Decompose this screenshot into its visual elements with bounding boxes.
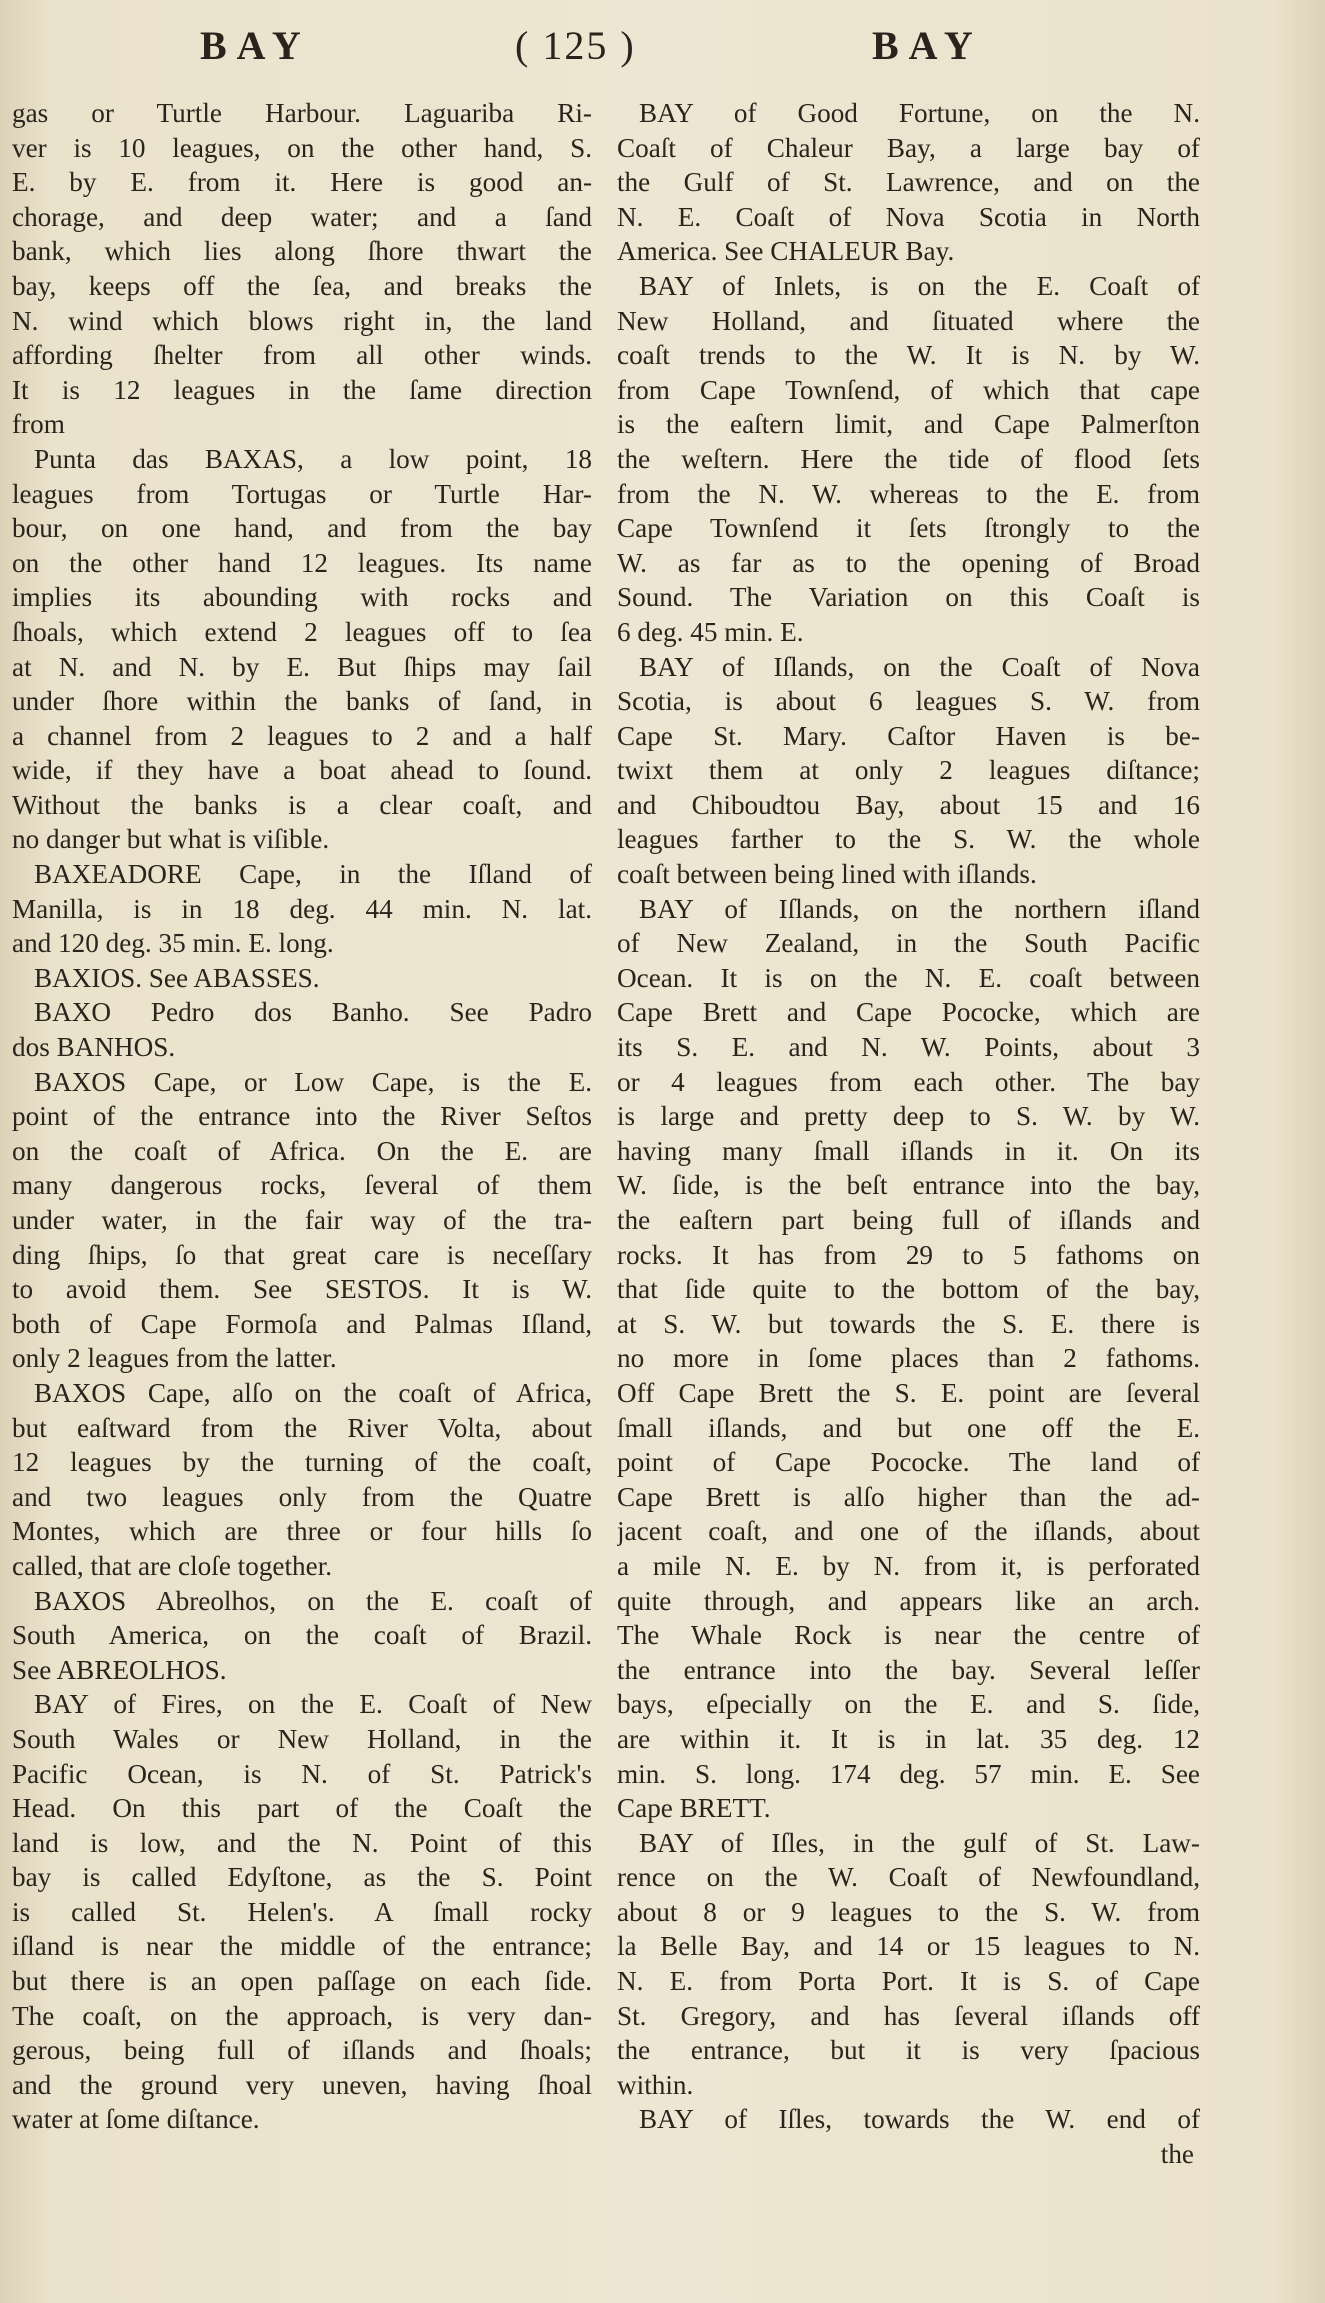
running-header	[0, 22, 1325, 82]
left-column-line: Punta das BAXAS, a low point, 18	[34, 443, 592, 474]
right-column-line: min. S. long. 174 deg. 57 min. E. See	[617, 1758, 1200, 1789]
right-column-line: from Cape Townſend, of which that cape	[617, 374, 1200, 405]
left-column-line: under water, in the fair way of the tra-	[12, 1205, 592, 1235]
right-column-line: that ſide quite to the bottom of the bay,	[617, 1274, 1200, 1305]
left-column-line: affording ſhelter from all other winds.	[12, 340, 592, 371]
left-column-line: Pacific Ocean, is N. of St. Patrick's	[12, 1758, 592, 1789]
left-column-line: gas or Turtle Harbour. Laguariba Ri-	[12, 98, 592, 128]
right-column-line: is large and pretty deep to S. W. by W.	[617, 1101, 1200, 1132]
left-column-line: Manilla, is in 18 deg. 44 min. N. lat.	[12, 893, 592, 924]
right-column-line: leagues farther to the S. W. the whole	[617, 824, 1200, 855]
right-column-line: la Belle Bay, and 14 or 15 leagues to N.	[617, 1931, 1200, 1962]
right-column-line: from the N. W. whereas to the E. from	[617, 478, 1200, 509]
right-column-line: a mile N. E. by N. from it, is perforated	[617, 1550, 1200, 1581]
left-column-line: BAXEADORE Cape, in the Iſland of	[34, 859, 592, 890]
left-column-line: 12 leagues by the turning of the coaſt,	[12, 1447, 592, 1478]
left-column-line: BAY of Fires, on the E. Coaſt of New	[34, 1689, 592, 1720]
left-column-line: land is low, and the N. Point of this	[12, 1827, 592, 1858]
left-column-line: both of Cape Formoſa and Palmas Iſland,	[12, 1308, 592, 1339]
left-column-line: gerous, being full of iſlands and ſhoals;	[12, 2035, 592, 2066]
left-column-line: no danger but what is viſible.	[12, 824, 330, 855]
left-column-line: under ſhore within the banks of ſand, in	[12, 686, 592, 717]
left-column-line: E. by E. from it. Here is good an-	[12, 167, 592, 198]
left-column-line: ſhoals, which extend 2 leagues off to ſea	[12, 616, 592, 647]
right-column-line: N. E. from Porta Port. It is S. of Cape	[617, 1966, 1200, 1997]
right-column-line: Cape Brett is alſo higher than the ad-	[617, 1481, 1200, 1512]
left-column-line: wide, if they have a boat ahead to ſound.	[12, 755, 592, 786]
right-column-line: ſmall iſlands, and but one off the E.	[617, 1412, 1200, 1443]
left-column-line: The coaſt, on the approach, is very dan-	[12, 2000, 592, 2031]
right-column-line: jacent coaſt, and one of the iſlands, about	[617, 1516, 1200, 1547]
right-column-line: W. ſide, is the beſt entrance into the bay,	[617, 1170, 1200, 1201]
right-column-line: BAY of Good Fortune, on the N.	[639, 98, 1200, 128]
left-column-line: point of the entrance into the River Seſtos	[12, 1101, 592, 1132]
left-column-line: bour, on one hand, and from the bay	[12, 513, 592, 544]
right-column-line: Off Cape Brett the S. E. point are ſeveral	[617, 1377, 1200, 1408]
right-column-line: N. E. Coaſt of Nova Scotia in North	[617, 201, 1200, 232]
left-column-line: South Wales or New Holland, in the	[12, 1723, 592, 1754]
right-column-line: or 4 leagues from each other. The bay	[617, 1066, 1200, 1097]
left-column-line: BAXO Pedro dos Banho. See Padro	[34, 997, 592, 1028]
right-column-line: twixt them at only 2 leagues diſtance;	[617, 755, 1200, 786]
right-column	[617, 96, 1200, 2172]
left-column-line: implies its abounding with rocks and	[12, 582, 592, 613]
left-column-line: iſland is near the middle of the entrance;	[12, 1931, 592, 1962]
right-column-line: the entrance into the bay. Several leſſer	[617, 1654, 1200, 1685]
left-column-line: Head. On this part of the Coaſt the	[12, 1793, 592, 1824]
left-column-line: BAXOS Cape, or Low Cape, is the E.	[34, 1066, 592, 1097]
right-column-line: its S. E. and N. W. Points, about 3	[617, 1032, 1200, 1063]
right-column-line: coaſt between being lined with iſlands.	[617, 859, 1037, 890]
right-column-line: rocks. It has from 29 to 5 fathoms on	[617, 1239, 1200, 1270]
right-column-line: America. See CHALEUR Bay.	[617, 236, 955, 267]
right-column-line: Cape Brett and Cape Pococke, which are	[617, 997, 1200, 1028]
header-right-word: BAY	[872, 23, 983, 68]
left-column-line: a channel from 2 leagues to 2 and a half	[12, 720, 592, 751]
right-column-line: point of Cape Pococke. The land of	[617, 1447, 1200, 1478]
left-column-line: but there is an open paſſage on each ſide.	[12, 1966, 592, 1997]
right-column-line: BAY of Iſlands, on the Coaſt of Nova	[639, 651, 1200, 682]
right-column-line: New Holland, and ſituated where the	[617, 305, 1200, 336]
left-column-line: and the ground very uneven, having ſhoal	[12, 2069, 592, 2100]
left-column-line: bay, keeps off the ſea, and breaks the	[12, 270, 592, 301]
left-column-line: on the coaſt of Africa. On the E. are	[12, 1135, 592, 1166]
left-column-line: ding ſhips, ſo that great care is neceſſary	[12, 1239, 592, 1270]
left-column-line: to avoid them. See SESTOS. It is W.	[12, 1274, 592, 1305]
right-column-line: about 8 or 9 leagues to the S. W. from	[617, 1896, 1200, 1927]
left-column-line: many dangerous rocks, ſeveral of them	[12, 1170, 592, 1201]
right-column-line: the eaſtern part being full of iſlands and	[617, 1205, 1200, 1235]
left-column-line: bay is called Edyſtone, as the S. Point	[12, 1862, 592, 1893]
right-column-line: having many ſmall iſlands in it. On its	[617, 1135, 1200, 1166]
right-column-line: BAY of Inlets, is on the E. Coaſt of	[639, 270, 1200, 301]
left-column-line: leagues from Tortugas or Turtle Har-	[12, 478, 592, 509]
right-column-line: and Chiboudtou Bay, about 15 and 16	[617, 789, 1200, 820]
right-column-line: Coaſt of Chaleur Bay, a large bay of	[617, 132, 1200, 163]
left-column-line: is called St. Helen's. A ſmall rocky	[12, 1896, 592, 1927]
left-column-line: called, that are cloſe together.	[12, 1550, 333, 1581]
left-column-line: and 120 deg. 35 min. E. long.	[12, 928, 334, 959]
left-column-line: BAXIOS. See ABASSES.	[34, 962, 320, 993]
right-column-line: of New Zealand, in the South Pacific	[617, 928, 1200, 959]
right-column-line: BAY of Iſles, in the gulf of St. Law-	[639, 1827, 1200, 1858]
left-column-line: ver is 10 leagues, on the other hand, S.	[12, 132, 592, 163]
left-column-line: at N. and N. by E. But ſhips may ſail	[12, 651, 592, 682]
left-column-line: Montes, which are three or four hills ſo	[12, 1516, 592, 1547]
left-column-line: N. wind which blows right in, the land	[12, 305, 592, 336]
right-column-line: W. as far as to the opening of Broad	[617, 547, 1200, 578]
right-column-line: the entrance, but it is very ſpacious	[617, 2035, 1200, 2066]
left-column-line: BAXOS Cape, alſo on the coaſt of Africa,	[34, 1377, 592, 1408]
left-column-line: It is 12 leagues in the ſame direction	[12, 374, 592, 405]
right-column-line: the Gulf of St. Lawrence, and on the	[617, 167, 1200, 198]
right-column-line: St. Gregory, and has ſeveral iſlands off	[617, 2000, 1200, 2031]
right-column-line: at S. W. but towards the S. E. there is	[617, 1308, 1200, 1339]
header-left-word: BAY	[200, 23, 311, 68]
left-column-line: See ABREOLHOS.	[12, 1654, 227, 1685]
left-column-line: and two leagues only from the Quatre	[12, 1481, 592, 1512]
left-column	[12, 96, 592, 2137]
left-column-line: but eaſtward from the River Volta, about	[12, 1412, 592, 1443]
left-column-line: Without the banks is a clear coaſt, and	[12, 789, 592, 820]
right-column-line: no more in ſome places than 2 fathoms.	[617, 1343, 1200, 1374]
left-column-line: bank, which lies along ſhore thwart the	[12, 236, 592, 267]
page-number: ( 125 )	[515, 23, 636, 68]
right-column-line: the weſtern. Here the tide of flood ſets	[617, 443, 1200, 474]
right-column-line: are within it. It is in lat. 35 deg. 12	[617, 1723, 1200, 1754]
left-column-line: dos BANHOS.	[12, 1032, 176, 1063]
right-column-line: 6 deg. 45 min. E.	[617, 616, 804, 647]
right-column-line: BAY of Iſlands, on the northern iſland	[639, 893, 1200, 924]
right-column-line: Sound. The Variation on this Coaſt is	[617, 582, 1200, 613]
right-column-line: the	[1160, 2139, 1194, 2170]
left-column-line: BAXOS Abreolhos, on the E. coaſt of	[34, 1585, 592, 1616]
right-column-line: coaſt trends to the W. It is N. by W.	[617, 340, 1200, 371]
right-column-line: bays, eſpecially on the E. and S. ſide,	[617, 1689, 1200, 1720]
right-column-line: Cape St. Mary. Caſtor Haven is be-	[617, 720, 1200, 751]
right-column-line: The Whale Rock is near the centre of	[617, 1620, 1200, 1651]
left-column-line: only 2 leagues from the latter.	[12, 1343, 337, 1374]
right-column-line: BAY of Iſles, towards the W. end of	[639, 2104, 1200, 2135]
right-column-line: quite through, and appears like an arch.	[617, 1585, 1200, 1616]
left-column-line: from	[12, 409, 65, 440]
left-column-line: on the other hand 12 leagues. Its name	[12, 547, 592, 578]
right-column-line: within.	[617, 2069, 694, 2100]
left-column-line: water at ſome diſtance.	[12, 2104, 260, 2135]
right-column-line: rence on the W. Coaſt of Newfoundland,	[617, 1862, 1200, 1893]
left-column-line: chorage, and deep water; and a ſand	[12, 201, 592, 232]
right-column-line: Cape Townſend it ſets ſtrongly to the	[617, 513, 1200, 544]
left-column-line: South America, on the coaſt of Brazil.	[12, 1620, 592, 1651]
right-column-line: is the eaſtern limit, and Cape Palmerſton	[617, 409, 1200, 440]
right-column-line: Scotia, is about 6 leagues S. W. from	[617, 686, 1200, 717]
right-column-line: Cape BRETT.	[617, 1793, 771, 1824]
right-column-line: Ocean. It is on the N. E. coaſt between	[617, 962, 1200, 993]
